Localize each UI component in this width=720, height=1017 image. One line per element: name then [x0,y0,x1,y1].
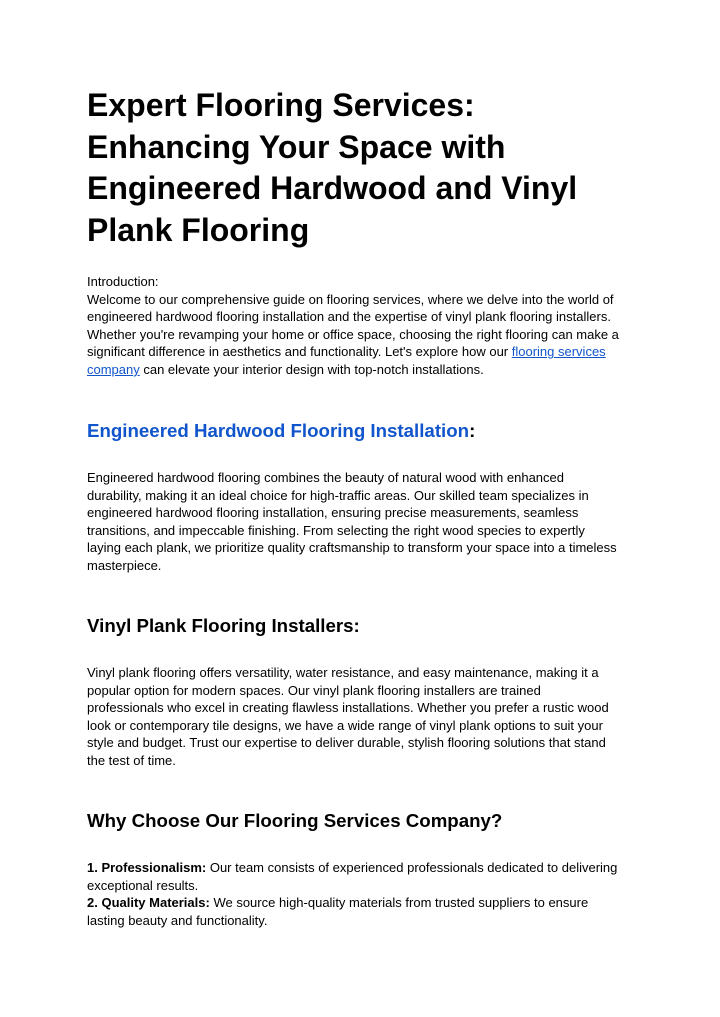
paragraph-line: the test of time. [87,752,176,768]
paragraph-line: style and budget. Trust our expertise to deliver durable, stylish flooring solutions that stand [87,735,606,751]
paragraph-line: Engineered hardwood flooring combines the beauty of natural wood with enhanced [87,470,564,485]
paragraph-line: engineered hardwood flooring installation, ensuring precise measurements, seamless [87,505,579,521]
hardwood-paragraph [87,469,647,575]
item-text: Our team consists of experienced professionals dedicated to delivering [206,860,618,875]
paragraph-line: masterpiece. [87,557,162,573]
paragraph-line: Vinyl plank flooring offers versatility, water resistance, and easy maintenance, making it a [87,665,599,680]
list-item-continuation: lasting beauty and functionality. [87,912,268,928]
company-link[interactable]: company [87,361,140,377]
item-text: We source high-quality materials from trusted suppliers to ensure [209,895,589,911]
intro-line: engineered hardwood flooring installation and the expertise of vinyl plank flooring installers. [87,309,611,325]
intro-label: Introduction: [87,274,159,289]
intro-paragraph [87,273,647,379]
list-item [87,894,647,912]
intro-line: Whether you're revamping your home or office space, choosing the right flooring can make a [87,326,619,342]
paragraph-line: professionals who excel in creating flawless installations. Whether you prefer a rustic wood [87,700,609,716]
paragraph-line: durability, making it an ideal choice for high-traffic areas. Our skilled team specializes in [87,487,589,503]
intro-line [87,343,647,361]
title-line: Enhancing Your Space with [87,128,506,165]
intro-line: Welcome to our comprehensive guide on flooring services, where we delve into the world of [87,291,614,307]
item-label: 1. Professionalism: [87,860,207,875]
paragraph-line: transitions, and impeccable finishing. From selecting the right wood species to expertly [87,522,585,538]
page-title [87,85,647,251]
item-label: 2. Quality Materials: [87,895,210,911]
hardwood-heading [87,420,475,442]
paragraph-line: look or contemporary tile designs, we have a wide range of vinyl plank options to suit your [87,717,603,733]
title-line: Expert Flooring Services: [87,87,475,123]
heading-colon: : [469,420,476,441]
paragraph-line: popular option for modern spaces. Our vinyl plank flooring installers are trained [87,682,541,698]
flooring-services-link[interactable]: flooring services [511,344,606,360]
hardwood-heading-link[interactable]: Engineered Hardwood Flooring Installation [87,420,470,441]
vinyl-heading: Vinyl Plank Flooring Installers: [87,615,360,636]
why-list [87,859,647,929]
list-item [87,859,647,877]
vinyl-paragraph [87,664,647,770]
intro-text: can elevate your interior design with top-notch installations. [139,361,484,377]
paragraph-line: laying each plank, we prioritize quality craftsmanship to transform your space into a timeless [87,540,617,556]
intro-line [87,361,647,379]
list-item-continuation: exceptional results. [87,877,199,893]
title-line: Engineered Hardwood and Vinyl [87,170,578,206]
why-heading: Why Choose Our Flooring Services Company? [87,810,503,831]
title-line: Plank Flooring [87,211,310,248]
intro-text: significant difference in aesthetics and functionality. Let's explore how our [87,344,512,360]
